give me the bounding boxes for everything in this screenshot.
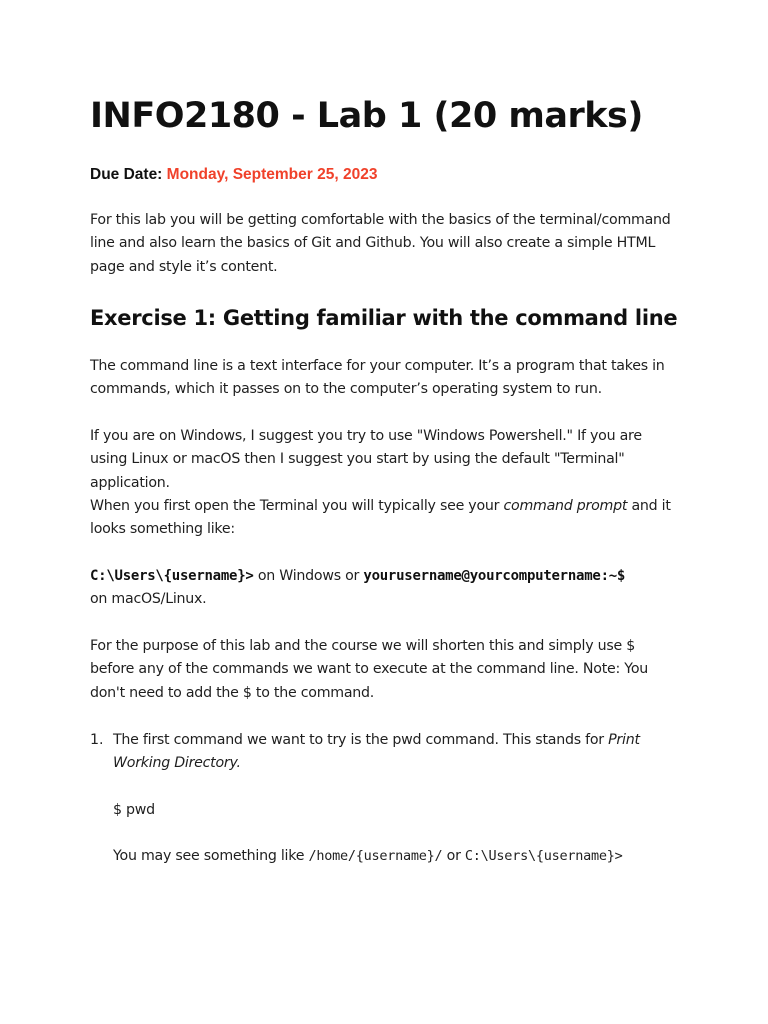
windows-home-path: C:\Users\{username}>: [464, 848, 623, 864]
pwd-command-text: $ pwd: [113, 802, 155, 818]
command-prompt-intro: [90, 495, 682, 542]
command-line-description: The command line is a text interface for your computer. It’s a program that takes in commands, which it passes on to the computer’s operating system to run.: [90, 358, 665, 398]
exercise-1-heading: Exercise 1: Getting familiar with the command line: [90, 306, 678, 330]
pwd-command: [113, 799, 682, 822]
windows-prompt: C:\Users\{username}>: [90, 568, 254, 584]
pwd-result-or: or: [442, 848, 465, 864]
due-date-value: Monday, September 25, 2023: [166, 166, 378, 183]
list-item-number: 1.: [90, 732, 104, 748]
unix-home-path: /home/{username}/: [308, 848, 443, 864]
due-date-label: Due Date:: [90, 166, 163, 183]
prompt-os-note: on macOS/Linux.: [90, 591, 207, 608]
intro-paragraph: For this lab you will be getting comfortable with the basics of the terminal/command line and also learn the basics of Git and Github. You will also create a simple HTML page and style it’s content.: [90, 212, 671, 275]
pwd-result: [113, 845, 682, 868]
command-prompt-term: command prompt: [503, 498, 628, 514]
pwd-result-text: You may see something like: [113, 848, 309, 864]
prompt-separator: on Windows or: [253, 568, 364, 584]
terminal-suggestion: If you are on Windows, I suggest you try to use "Windows Powershell." If you are using Linux or macOS then I suggest you start by using the default "Terminal" application.: [90, 428, 642, 491]
dollar-convention-paragraph: For the purpose of this lab and the course we will shorten this and simply use $ before any of the commands we want to execute at the command line. Note: You don't need to add the $ to the command.: [90, 638, 649, 701]
pwd-meaning: Print Working Directory.: [113, 732, 640, 772]
list-item-pwd: [113, 729, 682, 776]
command-prompt-intro-end: and it looks something like:: [90, 498, 671, 538]
page-title: INFO2180 - Lab 1 (20 marks): [90, 96, 643, 136]
due-date-line: [90, 166, 377, 184]
unix-prompt: yourusername@yourcomputername:~$: [363, 568, 626, 584]
command-prompt-intro-text: When you first open the Terminal you will typically see your: [90, 498, 504, 514]
pwd-description: The first command we want to try is the pwd command. This stands for: [113, 732, 609, 748]
prompt-examples: [90, 565, 682, 612]
